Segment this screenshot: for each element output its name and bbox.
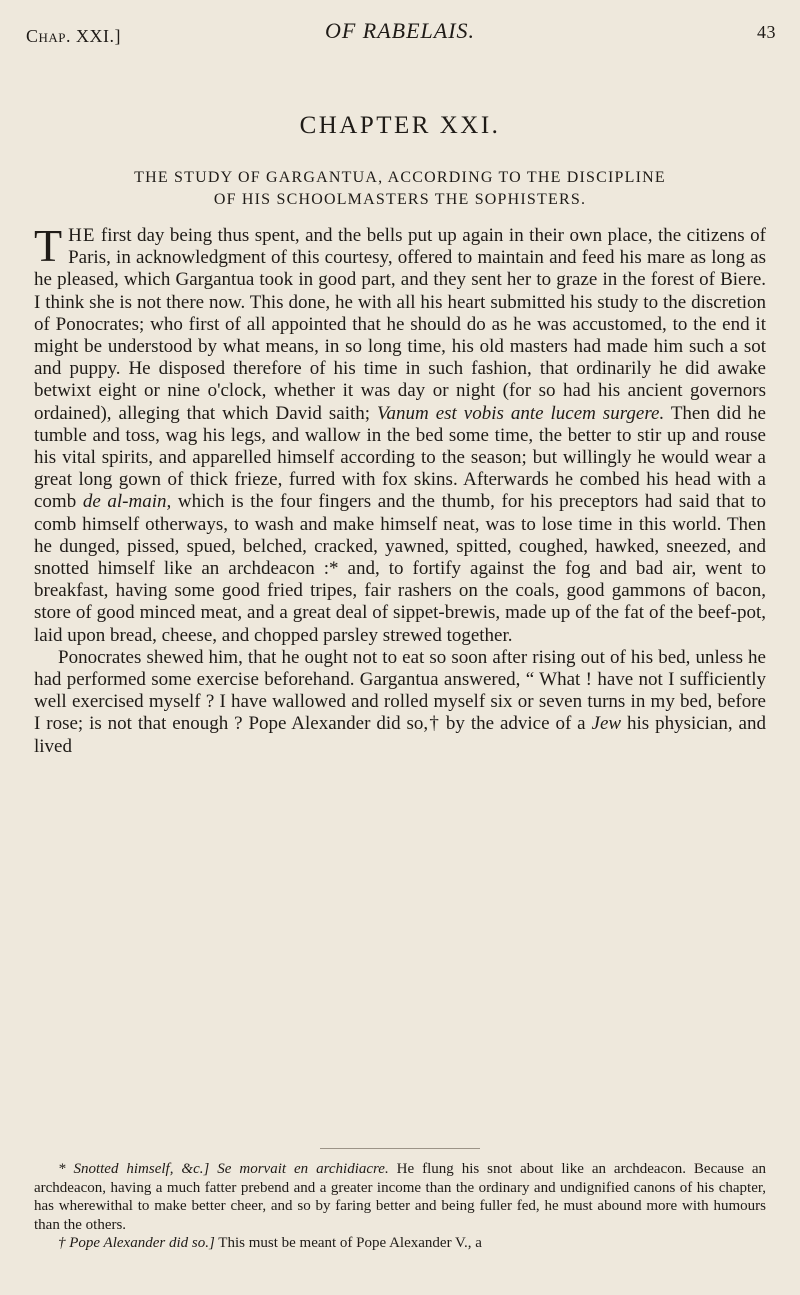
chapter-reference: Chap. XXI.] bbox=[26, 26, 121, 46]
chapter-subtitle-line-1: THE STUDY OF GARGANTUA, ACCORDING TO THE DISCIPLINE bbox=[134, 169, 666, 186]
footnote-2-reference: † Pope Alexander did so.] bbox=[58, 1235, 215, 1252]
paragraph-1-text-b: Then did he tumble and toss, wag his legs, and wallow in the bed some time, the better to stir up and rouse his vital spirits, and apparelled himself according to the season; but willingly he would wear a great long gown of thick frieze, furred with fox skins. Afterwards he combed his head with a comb bbox=[34, 402, 766, 513]
running-title: OF RABELAIS. bbox=[324, 18, 476, 43]
footnote-divider bbox=[320, 1148, 480, 1149]
paragraph-1 bbox=[34, 220, 767, 647]
running-header bbox=[22, 18, 778, 58]
drop-cap: T bbox=[34, 220, 63, 271]
footnote-1-reference: * Snotted himself, &c.] bbox=[58, 1161, 210, 1177]
footnote-2 bbox=[34, 1234, 766, 1253]
footnote-1-french: Se morvait en archidiacre. bbox=[217, 1161, 389, 1177]
paragraph-1-text-a: first day being thus spent, and the bells put up again in their own place, the citizens of Paris, in acknowledgment of this courtesy, offered to maintain and feed his mare as long as he pleased, which Gargantua took in good part, and they sent her to graze in the forest of Biere. I think she is not there now. This done, he with all his heart submitted his study to the discretion of Ponocrates; who first of all appointed that he should do as he was accustomed, to the end it might be understood by what means, in so long time, his old masters had made him such a sot and puppy. He disposed therefore of his time in such fashion, that ordinarily he did awake betwixt eight or nine o'clock, whether it was day or night (for so had his ancient governors ordained), alleging that which David saith; bbox=[34, 225, 766, 424]
paragraph-2-text-a: Ponocrates shewed him, that he ought not to eat so soon after rising out of his bed, unless he had performed some exercise beforehand. Gargantua answered, “ What ! have not I sufficiently well exercised myself ? I have wallowed and rolled myself six or seven turns in my bed, before I rose; is not that enough ? Pope Alexander did so,† by the advice of a bbox=[34, 646, 766, 735]
paragraph-2-text-b: his physician, and lived bbox=[34, 713, 766, 757]
chapter-body bbox=[34, 220, 767, 758]
footnotes bbox=[34, 1160, 766, 1253]
footnote-1 bbox=[34, 1160, 766, 1234]
chapter-heading: CHAPTER XXI. bbox=[299, 112, 501, 139]
page-number: 43 bbox=[757, 22, 776, 42]
footnote-2-text: This must be meant of Pope Alexander V., a bbox=[214, 1235, 482, 1252]
chapter-subtitle bbox=[40, 167, 760, 211]
paragraph-2 bbox=[34, 647, 766, 758]
comb-phrase: de al-main, bbox=[82, 491, 172, 513]
footnote-1-text: He flung his snot about like an archdeacon. Because an archdeacon, having a much fatter prebend and a greater income than the ordinary and undignified canons of his chapter, has wherewithal to make better cheer, and so by faring better and being fuller fed, he must abound more with humours than the others. bbox=[34, 1161, 766, 1233]
chapter-subtitle-line-2: OF HIS SCHOOLMASTERS THE SOPHISTERS. bbox=[213, 191, 587, 208]
jew-word: Jew bbox=[591, 713, 622, 735]
latin-quote: Vanum est vobis ante lucem surgere. bbox=[377, 402, 665, 424]
paragraph-1-text-c: which is the four fingers and the thumb, for his preceptors had said that to comb himself otherways, to wash and make himself neat, was to lose time in this world. Then he dunged, pissed, spued, belched, cracked, yawned, spitted, coughed, hawked, sneezed, and snotted himself like an archdeacon :* and, to fortify against the fog and bad air, went to breakfast, having some good fried tripes, fair rashers on the coals, good gammons of bacon, store of good minced meat, and a great deal of sippet-brewis, made up of the fat of the beef-pot, laid upon bread, cheese, and chopped parsley strewed together. bbox=[34, 491, 767, 646]
opening-word: HE bbox=[68, 225, 96, 246]
